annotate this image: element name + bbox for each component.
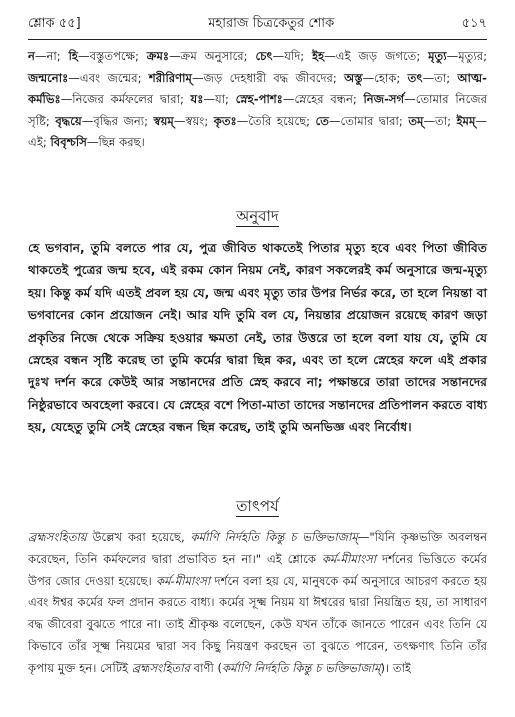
translation-line: সকলেরই কর্ম অনুসারে জন্ম-মৃত্যু হয়। কিন্তু কর্ম যদি এতই প্রবল হয় যে,	[28, 263, 487, 300]
synonym-meaning: —যা;	[203, 92, 236, 107]
purport-segment: বাণী (	[189, 660, 223, 675]
synonym-word: নিজ-সর্গ	[363, 92, 405, 107]
synonym-meaning: —তোমার দ্বারা;	[328, 113, 409, 128]
page-number: ৫১৭	[461, 15, 487, 31]
purport-segment: দর্শনের ভিত্তিতে কর্মের উপর জোর দেওয়া হয়েছে।	[28, 551, 487, 588]
synonym-word: অস্তু	[344, 70, 363, 85]
synonym-word: ন	[28, 49, 35, 63]
header-rule	[28, 39, 487, 40]
synonym-meaning: —মৃত্যুর;	[446, 49, 487, 63]
synonym-meaning: —বৃদ্ধির জন্য;	[81, 113, 154, 128]
synonym-meaning: —যদি;	[272, 49, 313, 63]
synonym-meaning: —বস্তুতপক্ষে;	[77, 49, 147, 63]
synonym-meaning: —তা;	[423, 113, 457, 128]
translation-line: করতে বাধ্য হয়, যেহেতু তুমি সেই স্নেহের বন্ধন ছিন্ন করেছ, তাই তুমি অনভিজ্ঞ	[28, 397, 488, 435]
synonym-word: বিবৃশ্চসি	[50, 135, 87, 150]
synonym-meaning: —তা;	[422, 70, 458, 85]
synonym-word: ইমম্	[456, 113, 476, 128]
synonym-word: হি	[68, 49, 78, 63]
synonym-word: ক্রমঃ	[146, 49, 170, 63]
synonym-word: বৃদ্ধয়ে	[55, 113, 82, 128]
synonym-word: মৃত্যু	[428, 49, 447, 63]
translation-text	[28, 237, 487, 439]
word-for-word-synonyms	[28, 46, 487, 154]
purport-segment: )। তাই	[380, 660, 411, 675]
chapter-title: মহারাজ চিত্রকেতুর শোক	[208, 15, 335, 31]
purport-citation: ব্রহ্মসংহিতায়	[28, 530, 87, 544]
synonym-meaning: —স্বয়ং;	[173, 113, 214, 128]
synonym-meaning: —নিজের কর্মফলের দ্বারা;	[60, 92, 191, 107]
synonym-word: আত্ম-কর্মভিঃ	[28, 70, 487, 107]
translation-line: বলা যায় যে, তুমি যে স্নেহের বন্ধন সৃষ্টি করেছ তা তুমি কর্মের দ্বারা ছিন্ন	[28, 330, 487, 368]
synonym-meaning: —জড় দেহধারী বদ্ধ জীবদের;	[191, 70, 345, 85]
translation-line: পিতা জীবিত থাকতেই পুত্রের জন্ম হবে, এই রকম কোন নিয়ম নেই, কারণ	[28, 241, 487, 278]
synonym-meaning: —তোমার নিজের সৃষ্টি;	[28, 92, 487, 128]
synonym-meaning: —না;	[34, 49, 69, 63]
synonym-meaning: —এই জড় জগতে;	[324, 49, 429, 63]
purport-heading: তাৎপর্য	[236, 497, 279, 515]
synonym-meaning: —তৈরি হয়েছে;	[236, 113, 316, 128]
purport-segment: দর্শনে বলা হয় যে, মানুষকে কর্ম অনুসারে আচরণ করতে হয় এবং ঈশ্বর কর্মের ফল প্রদান করতে বাধ্য। কর্মের সূক্ষ্ম নিয়ম যা ঈশ্বরের দ্বারা নিয়ন্ত্রিত হয়, তা সাধারণ বদ্ধ জীবেরা বুঝতে পারে না। তাই শ্রীকৃষ্ণ বলেছেন, কেউ যখন তাঁকে জানতে পারেন এবং তিনি যে কিভাবে তাঁর সূক্ষ্ম নিয়মের দ্বারা সব কিছু নিয়ন্ত্রণ করছেন তা বুঝতে পারেন, তৎক্ষণাৎ তিনি তাঁর কৃপায় মুক্ত হন। সেটিই	[28, 573, 487, 675]
synonym-meaning: —এবং জন্মের;	[68, 70, 149, 85]
synonym-meaning: —হোক;	[362, 70, 408, 85]
synonym-meaning: —ক্রম অনুসারে;	[169, 49, 256, 63]
synonym-meaning: —এই;	[28, 113, 487, 150]
synonym-meaning: —স্নেহের বন্ধন;	[282, 92, 364, 107]
synonym-word: কৃতঃ	[213, 113, 237, 128]
synonym-word: তম্	[408, 113, 424, 128]
purport-text	[28, 527, 487, 680]
synonym-word: তৎ	[407, 70, 423, 85]
translation-line: জন্ম এবং মৃত্যু তার উপর নির্ভর করে, তা হলে নিয়ন্তা বা ভগবানের কোন	[28, 285, 487, 323]
synonym-meaning: —ছিন্ন করছ।	[86, 135, 145, 150]
synonym-word: ইহ	[312, 49, 325, 63]
synonym-word: স্নেহ-পাশঃ	[235, 92, 283, 107]
translation-line: প্রকৃতির নিজে থেকে সক্রিয় হওয়ার ক্ষমতা নেই, তার উত্তরে তা হলে	[28, 330, 373, 345]
synonym-word: জন্মনোঃ	[28, 70, 69, 85]
purport-segment: উল্লেখ করা হয়েছে,	[86, 530, 191, 544]
purport-citation: ব্রহ্মসংহিতার	[131, 660, 190, 675]
purport-citation: কর্মাণি নির্দহতি কিন্তু চ ভক্তিভাজাম্	[190, 530, 358, 544]
translation-line: হে ভগবান, তুমি বলতে পার যে, পুত্র জীবিত থাকতেই পিতার মৃত্যু হবে এবং	[28, 241, 417, 255]
synonym-word: চেৎ	[255, 49, 273, 63]
verse-reference: শ্লোক ৫৫]	[28, 15, 81, 31]
purport-citation: কর্ম-মীমাংসা	[155, 573, 211, 588]
translation-line: এবং নির্বোধ।	[348, 420, 412, 435]
synonym-word: স্বয়ম্	[153, 113, 174, 128]
synonym-word: যঃ	[190, 92, 204, 107]
translation-line: অবহেলা করবে। যে স্নেহের বশে পিতা-মাতা তাদের সন্তানদের প্রতিপালন	[81, 397, 429, 412]
translation-line: কর, এবং তা হলে স্নেহের ফলে এই প্রকার দুঃখ দর্শন করে কেউই আর	[28, 353, 487, 390]
purport-segment: —"যিনি কৃষ্ণভক্তি অবলম্বন করেছেন, তিনি কর্মফলের দ্বারা প্রভাবিত হন না।" এই শ্লোকে	[28, 530, 488, 566]
purport-citation: কর্ম-মীমাংসা	[321, 551, 377, 566]
translation-line: প্রয়োজন নেই। আর যদি তুমি বল যে, নিয়ন্তার প্রয়োজন রয়েছে কারণ জড়া	[109, 308, 487, 323]
synonym-word: তে	[315, 113, 329, 128]
purport-citation: কর্মাণি নির্দহতি কিন্তু চ ভক্তিভাজাম্	[222, 660, 381, 675]
translation-line: সন্তানদের প্রতি স্নেহ করবে না; পক্ষান্তরে তারা তাদের সন্তানদের নিষ্ঠুরভাবে	[28, 375, 488, 412]
translation-heading: অনুবাদ	[236, 207, 279, 225]
running-header	[28, 14, 487, 34]
synonym-word: শরীরিণাম্	[148, 70, 192, 85]
